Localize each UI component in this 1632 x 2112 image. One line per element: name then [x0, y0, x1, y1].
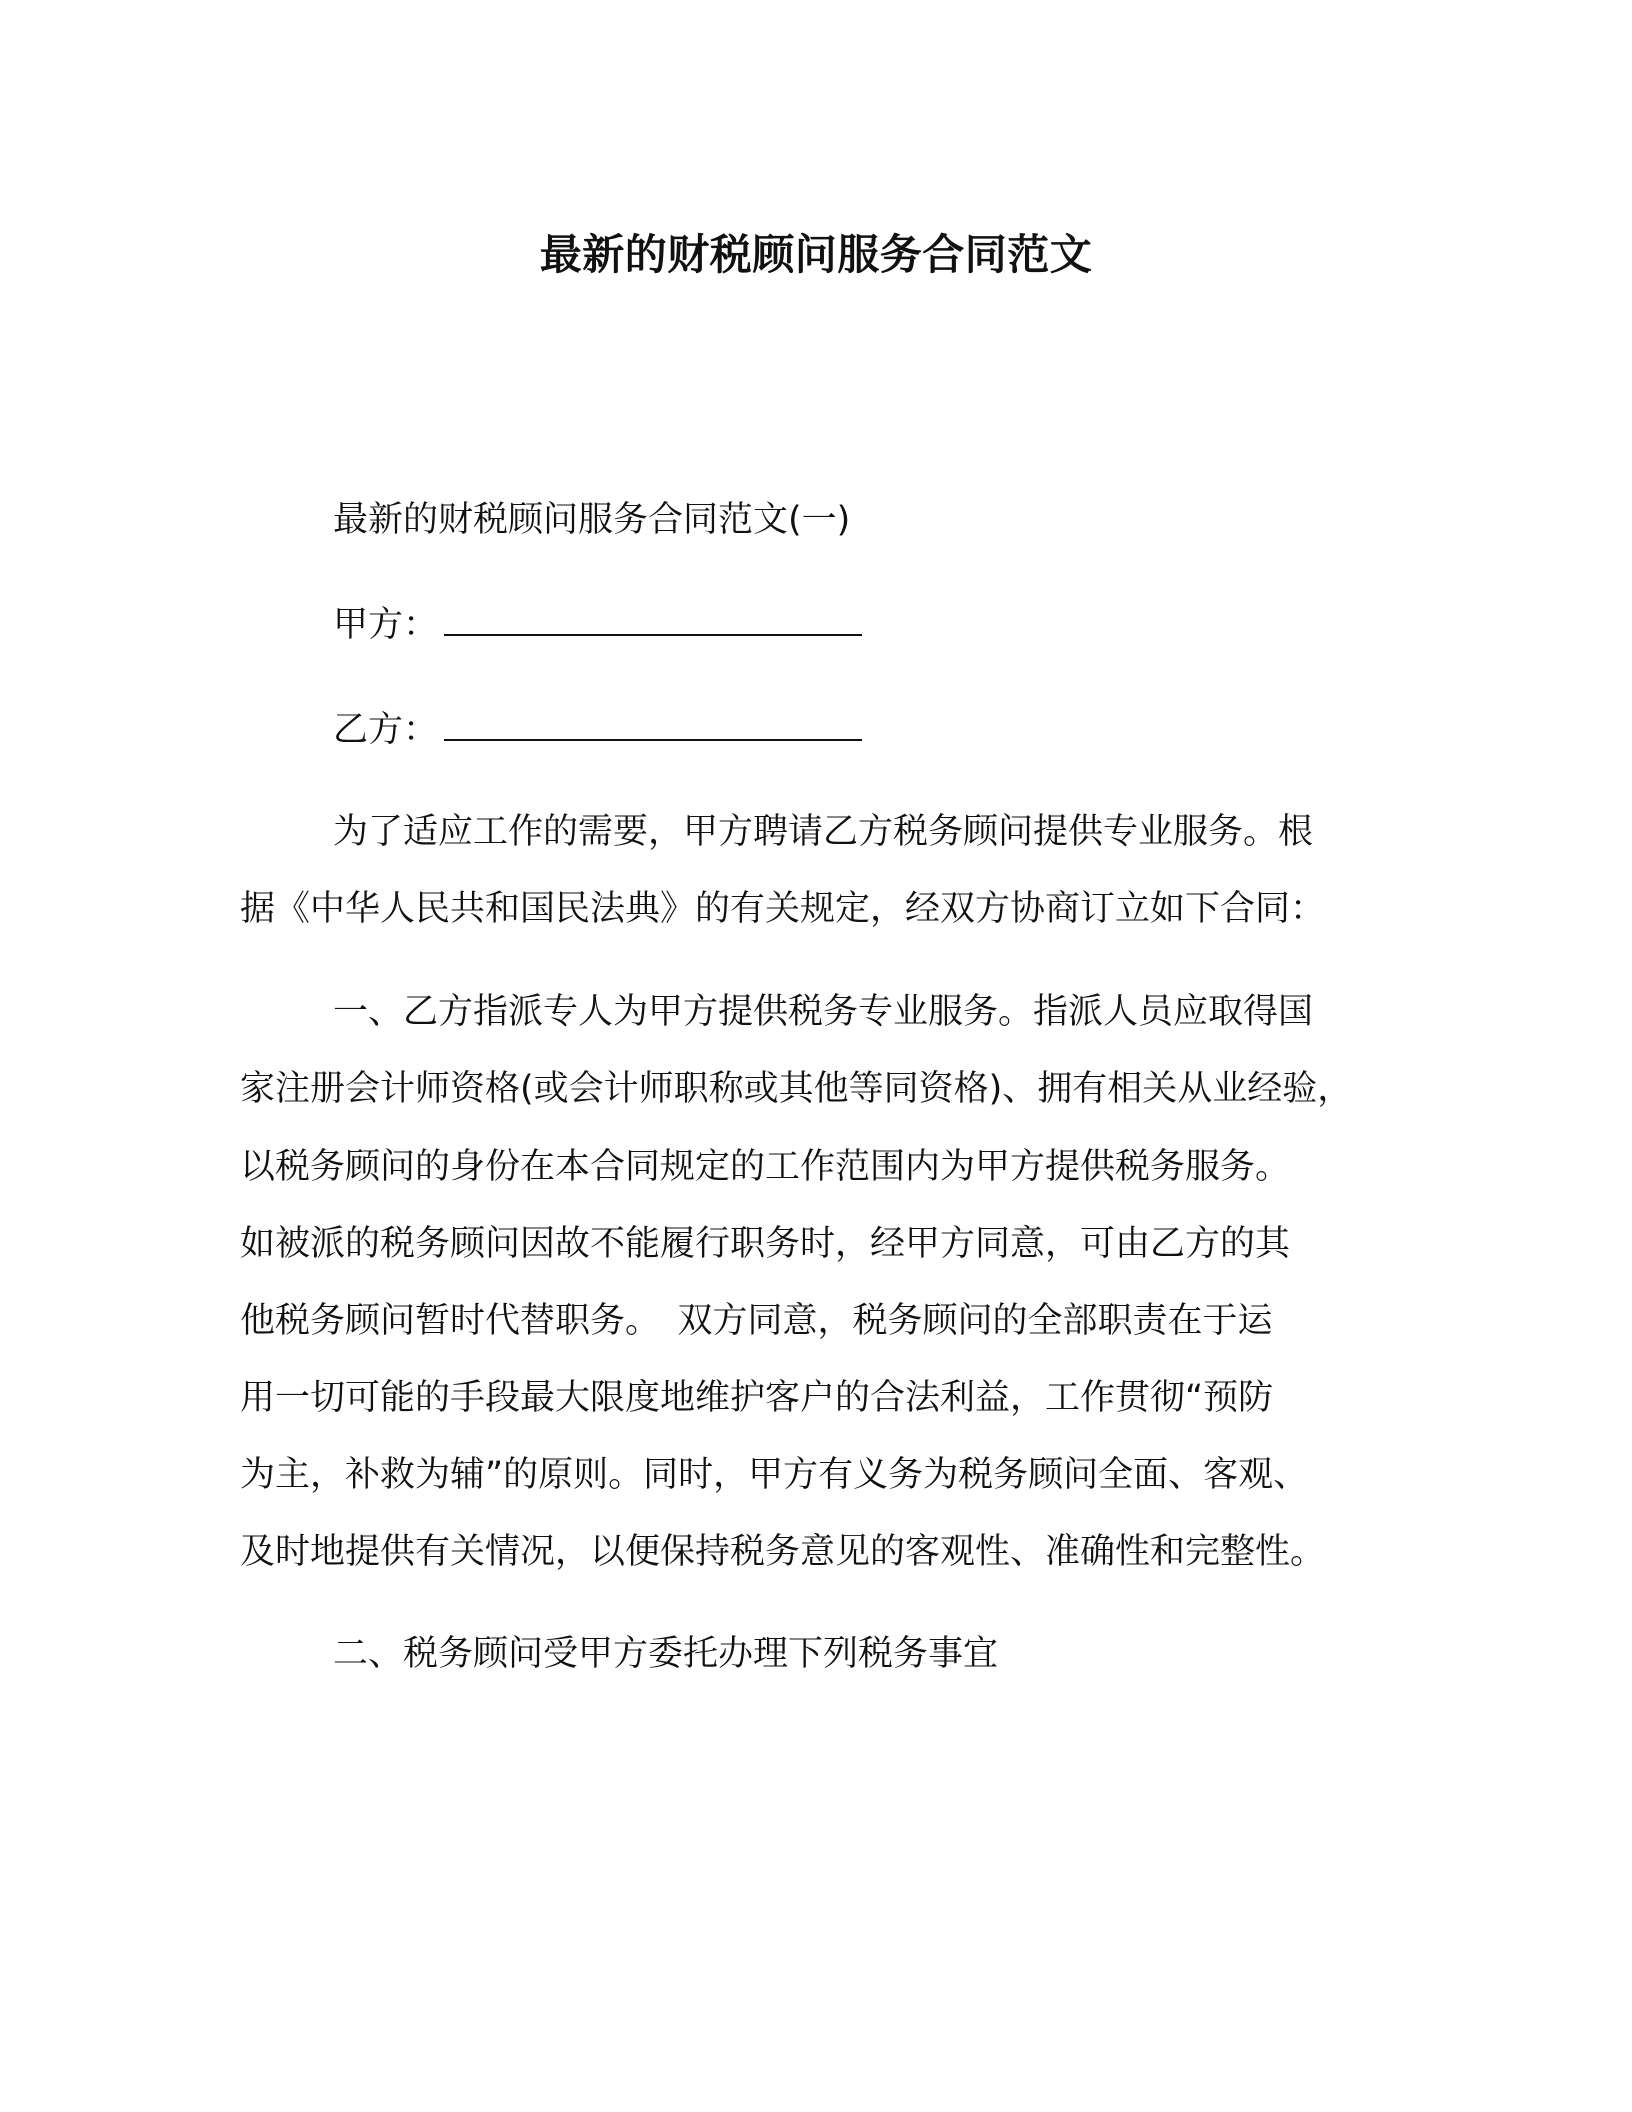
party-a-blank-line	[444, 600, 862, 636]
party-a-row	[333, 600, 862, 649]
paragraph-2-line-6: 用一切可能的手段最大限度地维护客户的合法利益，工作贯彻“预防	[240, 1378, 1274, 1418]
paragraph-2-line-5: 他税务顾问暂时代替职务。 双方同意，税务顾问的全部职责在于运	[240, 1301, 1273, 1341]
party-b-row	[333, 705, 862, 754]
paragraph-1-line-1: 为了适应工作的需要，甲方聘请乙方税务顾问提供专业服务。根	[333, 812, 1314, 852]
paragraph-2-line-3: 以税务顾问的身份在本合同规定的工作范围内为甲方提供税务服务。	[240, 1147, 1291, 1187]
section-2-heading: 二、税务顾问受甲方委托办理下列税务事宜	[333, 1634, 999, 1674]
paragraph-2-line-2: 家注册会计师资格(或会计师职称或其他等同资格)、拥有相关从业经验，	[240, 1069, 1353, 1109]
party-a-label: 甲方：	[333, 605, 439, 645]
paragraph-1-line-2: 据《中华人民共和国民法典》的有关规定，经双方协商订立如下合同：	[240, 889, 1326, 929]
paragraph-2-line-1: 一、乙方指派专人为甲方提供税务专业服务。指派人员应取得国	[333, 992, 1314, 1032]
party-b-label: 乙方：	[333, 710, 439, 750]
contract-subtitle: 最新的财税顾问服务合同范文(一)	[333, 500, 851, 540]
paragraph-2-line-8: 及时地提供有关情况，以便保持税务意见的客观性、准确性和完整性。	[240, 1532, 1326, 1572]
party-b-blank-line	[444, 705, 862, 741]
paragraph-2-line-7: 为主，补救为辅”的原则。同时，甲方有义务为税务顾问全面、客观、	[240, 1455, 1309, 1495]
document-title: 最新的财税顾问服务合同范文	[539, 230, 1093, 279]
paragraph-2-line-4: 如被派的税务顾问因故不能履行职务时，经甲方同意，可由乙方的其	[240, 1224, 1291, 1264]
